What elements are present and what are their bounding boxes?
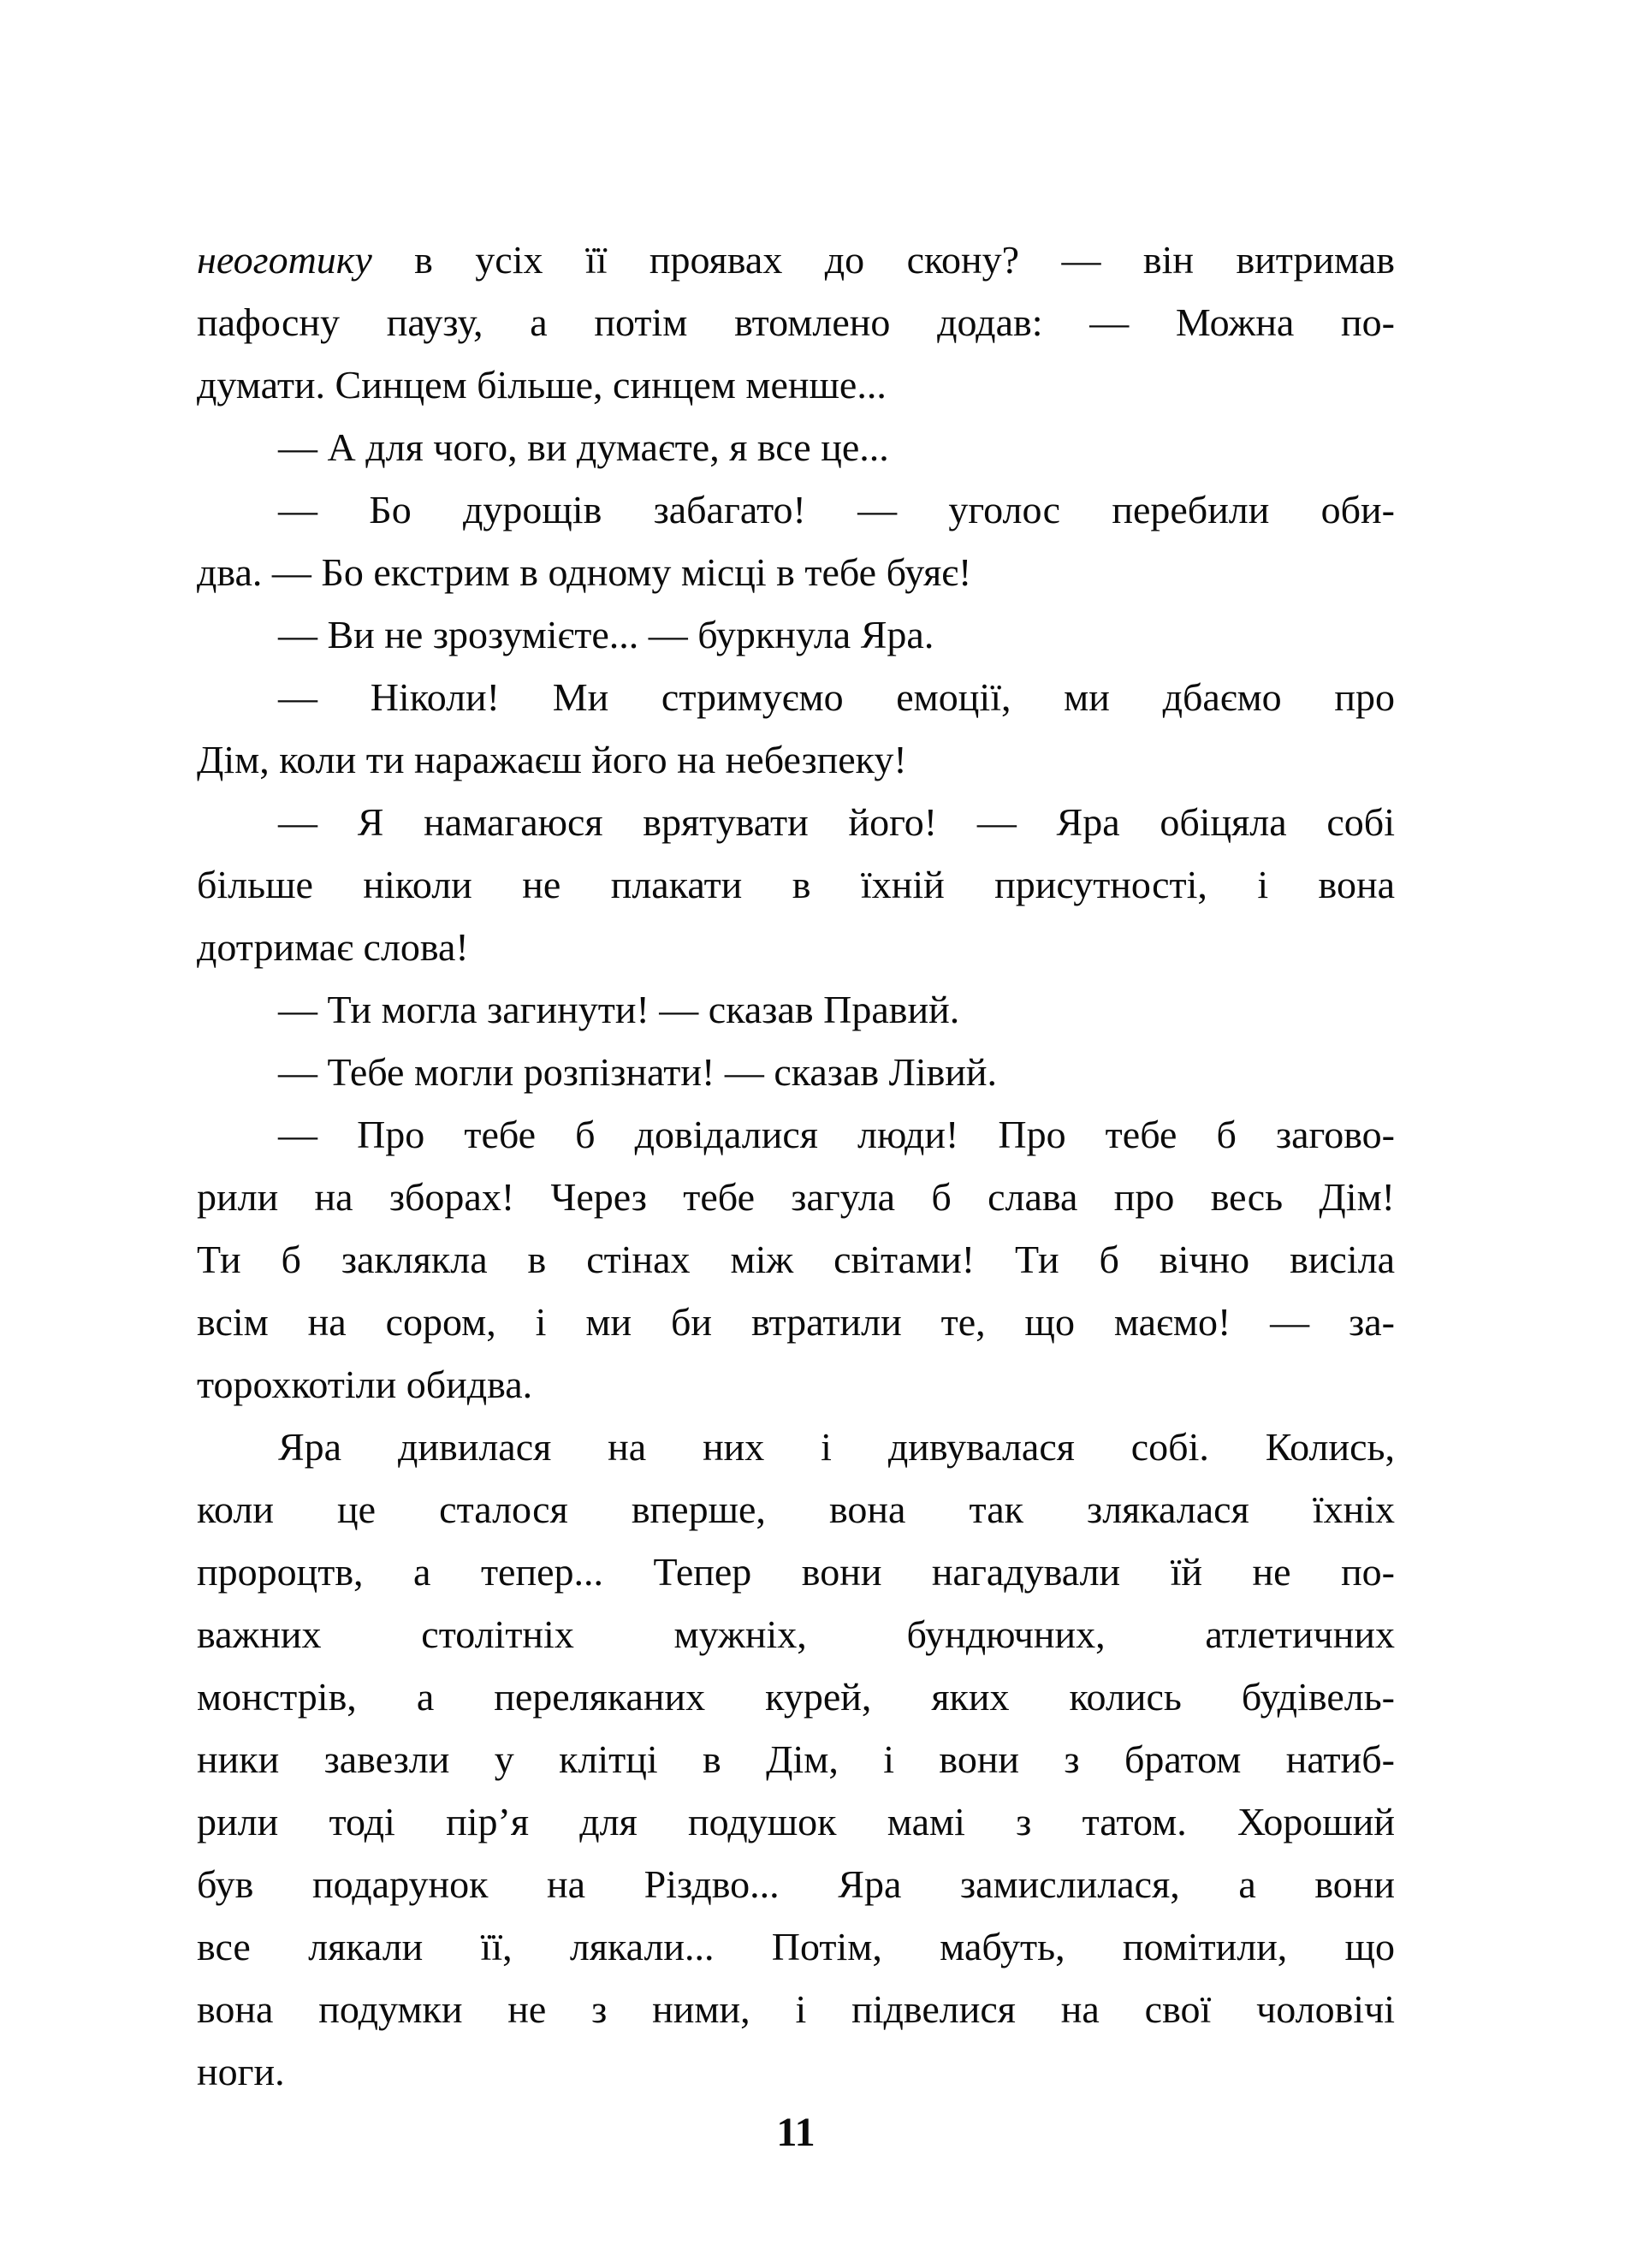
text-line: — А для чого, ви думаєте, я все це... — [278, 425, 889, 469]
text-line: — Тебе могли розпізнати! — сказав Лівий. — [278, 1050, 998, 1094]
page-number: 11 — [776, 2110, 816, 2155]
text-line: монстрів, а переляканих курей, яких колись будівель- — [197, 1675, 1395, 1719]
text-line: рили тоді пір’я для подушок мамі з татом. Хороший — [197, 1800, 1395, 1843]
text-line: вона подумки не з ними, і підвелися на свої чоловічі — [197, 1987, 1395, 2031]
text-line: важних столітніх мужніх, бундючних, атлетичних — [197, 1612, 1395, 1656]
text-line: ники завезли у клітці в Дім, і вони з братом натиб- — [197, 1737, 1395, 1781]
text-line: думати. Синцем більше, синцем менше... — [197, 363, 887, 407]
text-line: Яра дивилася на них і дивувалася собі. Колись, — [278, 1425, 1395, 1469]
text-line: — Про тебе б довідалися люди! Про тебе б загово- — [278, 1113, 1395, 1156]
text-line: — Ніколи! Ми стримуємо емоції, ми дбаємо про — [278, 675, 1395, 719]
text-line: — Бо дурощів забагато! — уголос перебили оби- — [278, 488, 1395, 531]
text-line: ноги. — [197, 2050, 285, 2093]
text-line: коли це сталося вперше, вона так злякалася їхніх — [197, 1487, 1395, 1531]
text-line: всім на сором, і ми би втратили те, що маємо! — за- — [197, 1300, 1395, 1344]
text-line: пророцтв, а тепер... Тепер вони нагадували їй не по- — [197, 1550, 1395, 1594]
text-line: два. — Бо екстрим в одному місці в тебе буяє! — [197, 550, 972, 594]
text-line: все лякали її, лякали... Потім, мабуть, помітили, що — [197, 1925, 1395, 1968]
text-line: — Ви не зрозумієте... — буркнула Яра. — [278, 613, 934, 656]
text-line: більше ніколи не плакати в їхній присутності, і вона — [197, 863, 1395, 906]
text-line: рили на зборах! Через тебе загула б слава про весь Дім! — [197, 1175, 1395, 1219]
text-line: — Ти могла загинути! — сказав Правий. — [278, 988, 960, 1031]
text-line: — Я намагаюся врятувати його! — Яра обіцяла собі — [278, 800, 1395, 844]
text-line: пафосну паузу, а потім втомлено додав: — Можна по- — [197, 300, 1395, 344]
text-line: торохкотіли обидва. — [197, 1363, 533, 1406]
text-line: неоготику в усіх її проявах до скону? — він витримав — [197, 238, 1395, 282]
text-line: дотримає слова! — [197, 925, 469, 969]
text-line: Дім, коли ти наражаєш його на небезпеку! — [197, 738, 907, 781]
italic-word: неоготику — [197, 238, 372, 282]
text-line: Ти б заклякла в стінах між світами! Ти б вічно висіла — [197, 1238, 1395, 1281]
text-line: був подарунок на Різдво... Яра замислилася, а вони — [197, 1862, 1395, 1906]
text-block — [197, 229, 1395, 2103]
